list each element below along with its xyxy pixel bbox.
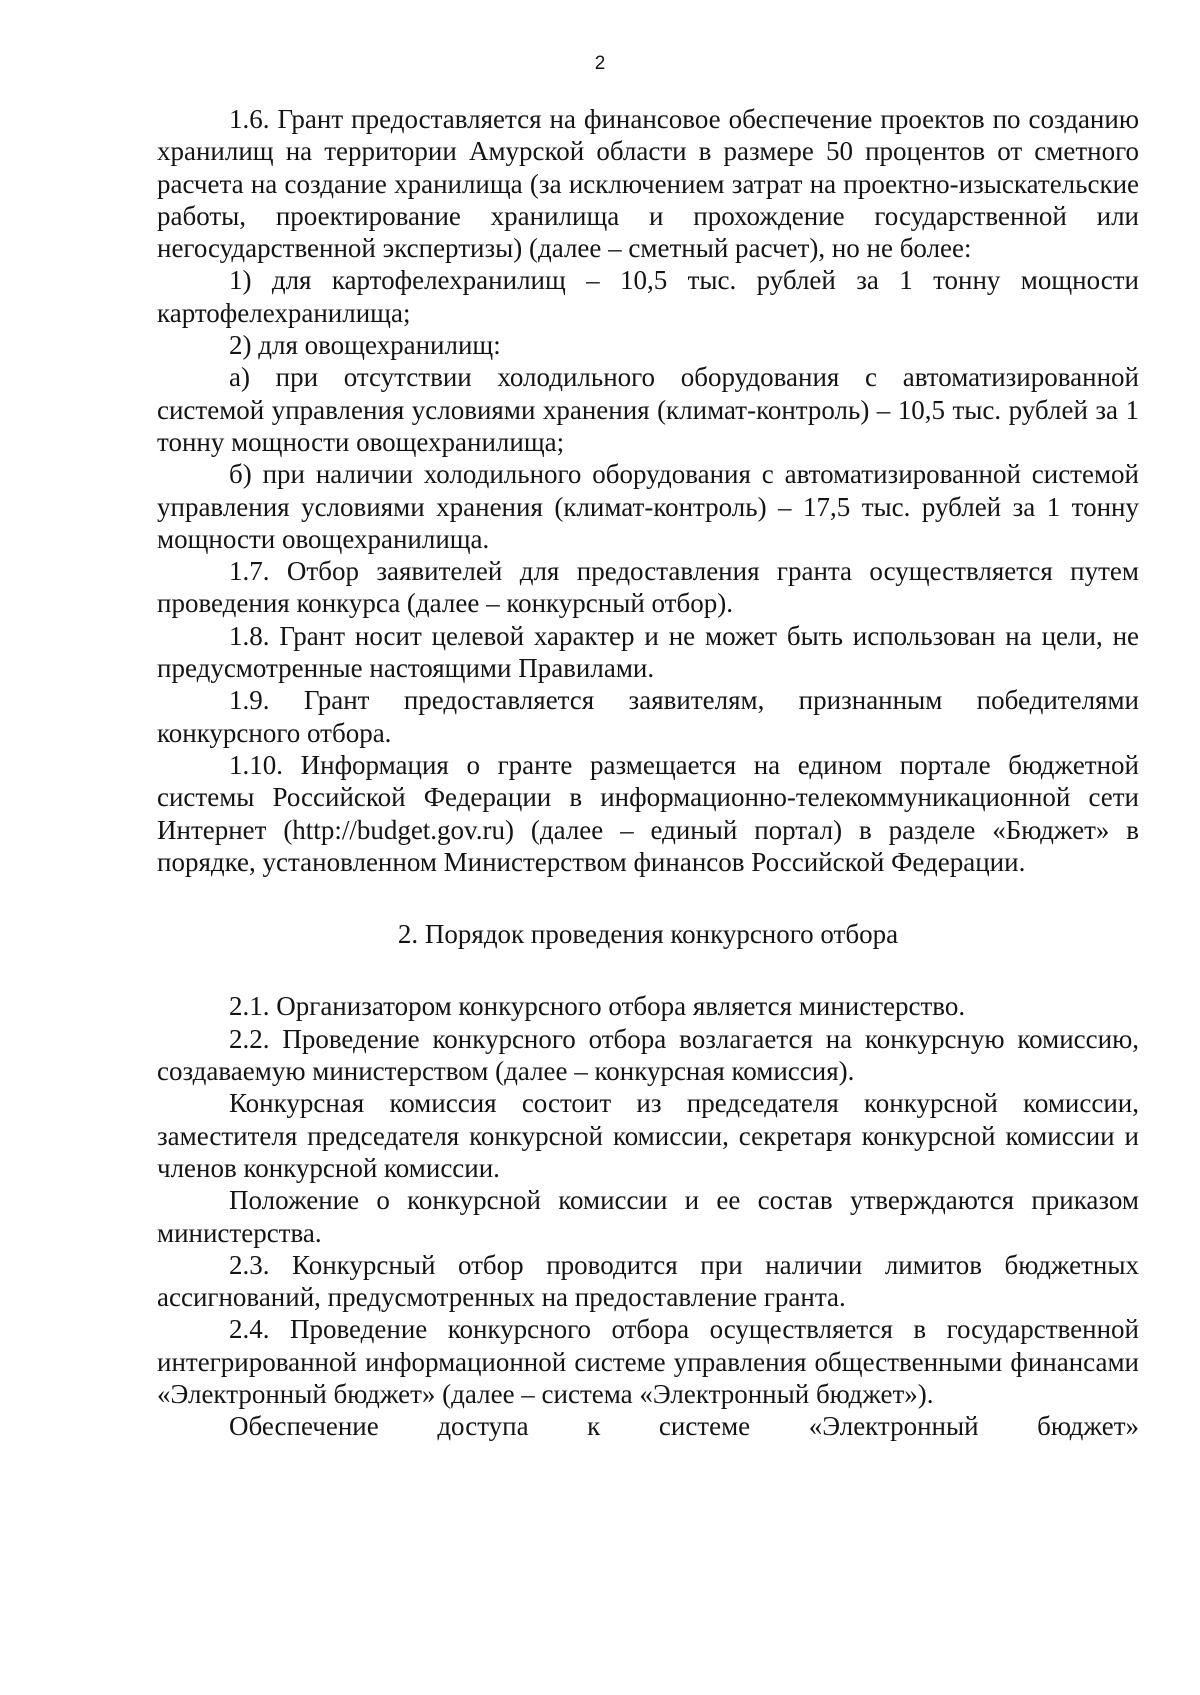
paragraph-2-2: 2.2. Проведение конкурсного отбора возлагается на конкурсную комиссию, создаваемую министерством (далее – конкурсная комиссия). — [157, 1023, 1139, 1087]
paragraph-1-8: 1.8. Грант носит целевой характер и не может быть использован на цели, не предусмотренные настоящими Правилами. — [157, 620, 1139, 684]
paragraph-2-1: 2.1. Организатором конкурсного отбора является министерство. — [229, 991, 966, 1022]
paragraph-1-7: 1.7. Отбор заявителей для предоставления гранта осуществляется путем проведения конкурса (далее – конкурсный отбор). — [157, 556, 1139, 619]
paragraph-1-6-item-2: 2) для овощехранилищ: — [229, 330, 501, 361]
paragraph-2-3: 2.3. Конкурсный отбор проводится при наличии лимитов бюджетных ассигнований, предусмотренных на предоставление гранта. — [157, 1249, 1139, 1313]
paragraph-access-provision: Обеспечение доступа к системе «Электронный бюджет» — [229, 1411, 1139, 1442]
section-heading: 2. Порядок проведения конкурсного отбора — [397, 919, 899, 950]
paragraph-1-6: 1.6. Грант предоставляется на финансовое обеспечение проектов по созданию хранилищ на территории Амурской области в размере 50 процентов от сметного расчета на создание хранилища (за исключением затрат на проектно-изыскательские работы, проектирование хранилища и прохождение государственной или негосударственной экспертизы) (далее – сметный расчет), но не более: — [157, 104, 1139, 264]
paragraph-1-6-item-2b: б) при наличии холодильного оборудования с автоматизированной системой управления условиями хранения (климат-контроль) – 17,5 тыс. рублей за 1 тонну мощности овощехранилища. — [157, 459, 1139, 554]
paragraph-1-10: 1.10. Информация о гранте размещается на едином портале бюджетной системы Российской Федерации в информационно-телекоммуникационной сети Интернет (http://budget.gov.ru) (далее – единый портал) в разделе «Бюджет» в порядке, установленном Министерством финансов Российской Федерации. — [157, 749, 1139, 877]
paragraph-commission-composition: Конкурсная комиссия состоит из председателя конкурсной комиссии, заместителя председателя конкурсной комиссии, секретаря конкурсной комиссии и членов конкурсной комиссии. — [157, 1088, 1139, 1183]
paragraph-1-9: 1.9. Грант предоставляется заявителям, признанным победителями конкурсного отбора. — [157, 685, 1139, 748]
page-number: 2 — [594, 53, 606, 74]
paragraph-2-4: 2.4. Проведение конкурсного отбора осуществляется в государственной интегрированной информационной системе управления общественными финансами «Электронный бюджет» (далее – система «Электронный бюджет»). — [157, 1314, 1139, 1409]
document-body — [157, 103, 1139, 1443]
paragraph-commission-regulation: Положение о конкурсной комиссии и ее состав утверждаются приказом министерства. — [157, 1185, 1139, 1248]
paragraph-1-6-item-1: 1) для картофелехранилищ – 10,5 тыс. рублей за 1 тонну мощности картофелехранилища; — [157, 265, 1139, 328]
paragraph-1-6-item-2a: а) при отсутствии холодильного оборудования с автоматизированной системой управления условиями хранения (климат-контроль) – 10,5 тыс. рублей за 1 тонну мощности овощехранилища; — [157, 362, 1139, 457]
